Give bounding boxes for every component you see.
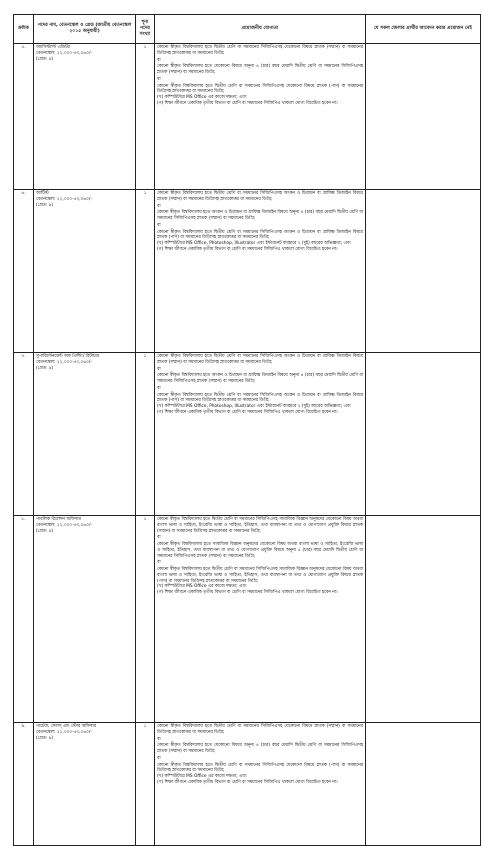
qualification-cell: [155, 190, 366, 353]
qualification-line: (গ) শিক্ষা জীবনে একাধিক তৃতীয় বিভাগ বা শ্রেণি বা সমমানের সিজিপিএ থাকলে যোগ্য বিবেচিত হবেন না।: [157, 246, 338, 252]
or-separator: বা: [157, 560, 161, 566]
header-district: যে সকল জেলার প্রার্থীর আবেদন করার প্রয়োজন নেই: [366, 15, 481, 44]
post-cell: [34, 44, 136, 190]
qualification-line: কোনো স্বীকৃত বিশ্ববিদ্যালয় হতে অংকন ও চিত্রায়ন বা গ্রাফিক্স ডিজাইন বিষয়ে অনূন্য ৪ (চার) বছর মেয়াদি দ্বিতীয় শ্রেণি বা সমমানের সিজিপিএসহ স্নাতক (সম্মান) বা সমমানের ডিগ্রি;: [157, 210, 363, 221]
vacancy-count-cell: ১: [136, 516, 155, 723]
table-body: [14, 44, 481, 846]
qualification-line: (গ) শিক্ষা জীবনে একাধিক তৃতীয় বিভাগ বা শ্রেণি বা সমমানের সিজিপিএ থাকলে যোগ্য বিবেচিত হবেন না।: [157, 779, 338, 785]
qualification-line: (গ) শিক্ষা জীবনে একাধিক তৃতীয় বিভাগ বা শ্রেণি বা সমমানের সিজিপিএ থাকলে যোগ্য বিবেচিত হবেন না।: [157, 590, 338, 595]
post-cell: [34, 516, 136, 723]
qualification-cell: [155, 723, 366, 846]
qualification-cell: [155, 44, 366, 190]
qualification-line: কোনো স্বীকৃত বিশ্ববিদ্যালয় হতে দ্বিতীয় শ্রেণি বা সমমানের সিজিপিএসহ অংকন ও চিত্রায়ন বা গ্রাফিক্স ডিজাইন বিষয়ে স্নাতক (পাস) বা সমমানের ডিগ্রিসহ স্নাতকোত্তর বা সমমানের ডিগ্রি;: [157, 392, 363, 404]
header-qualification: প্রয়োজনীয় যোগ্যতা: [155, 15, 366, 44]
post-title: পাবলিক রিলেশন অফিসার: [36, 517, 81, 522]
table-row: [14, 44, 481, 190]
qualification-cell: [155, 353, 366, 516]
qualification-line: কোনো স্বীকৃত বিশ্ববিদ্যালয় হতে দ্বিতীয় শ্রেণি বা সমমানের সিজিপিএসহ সামাজিক বিজ্ঞান অনুষদের যেকোনো বিষয় অথবা বাংলা ভাষা ও সাহিত্য, ইংরেজি ভাষা ও সাহিত্য, ইতিহাস, তথ্য ব্যবস্থাপনা বা তথ্য ও যোগাযোগ প্রযুক্তি বিষয়ে স্নাতক (পাস) বা সমমানের ডিগ্রিসহ স্নাতকোত্তর বা সমমানের ডিগ্রি;: [157, 567, 363, 584]
table-row: [14, 723, 481, 846]
qualification-line: কোনো স্বীকৃত বিশ্ববিদ্যালয় হতে দ্বিতীয় শ্রেণি বা সমমানের সিজিপিএসহ যেকোনো বিষয়ে স্নাতক (পাস) বা সমমানের ডিগ্রিসহ স্নাতকোত্তর বা সমমানের ডিগ্রি;: [157, 83, 363, 95]
or-separator: বা: [157, 222, 161, 228]
post-scale: বেতনস্কেল: ২২,০০০-৫৩,০৬০/-: [36, 50, 92, 56]
post-grade: (গ্রেড: ৯): [36, 735, 54, 741]
qualification-line: কোনো স্বীকৃত বিশ্ববিদ্যালয় হতে দ্বিতীয় শ্রেণি বা সমমানের সিজিপিএসহ অংকন ও চিত্রায়ন বা গ্রাফিক্স ডিজাইন বিষয়ে স্নাতক (সম্মান) বা সমমানের ডিগ্রিসহ স্নাতকোত্তর বা সমমানের ডিগ্রি;: [157, 354, 363, 365]
excluded-district-cell: [366, 44, 481, 190]
excluded-district-cell: [366, 190, 481, 353]
qualification-line: (খ) কম্পিউটারে MS Office এর কাজে দক্ষতা; এবং: [157, 774, 247, 779]
qualification-line: কোনো স্বীকৃত বিশ্ববিদ্যালয় হতে সামাজিক বিজ্ঞান অনুষদের যেকোনো বিষয় অথবা বাংলা ভাষা ও সাহিত্য, ইংরেজি ভাষা ও সাহিত্য, ইতিহাস, তথ্য ব্যবস্থাপনা বা তথ্য ও যোগাযোগ প্রযুক্তি বিষয়ে অনূন্য ৪ (চার) বছর মেয়াদি দ্বিতীয় শ্রেণি বা সমমানের সিজিপিএসহ স্নাতক (সম্মান) বা সমমানের ডিগ্রি;: [157, 542, 363, 559]
post-scale: বেতনস্কেল: ২২,০০০-৫৩,০৬০/-: [36, 522, 92, 528]
qualification-cell: [155, 516, 366, 723]
qualification-line: কোনো স্বীকৃত বিশ্ববিদ্যালয় হতে দ্বিতীয় শ্রেণি বা সমমানের সিজিপিএসহ যেকোনো বিষয়ে স্নাতক (পাস) বা সমমানের ডিগ্রিসহ স্নাতকোত্তর বা সমমানের ডিগ্রি;: [157, 762, 363, 774]
job-requirements-table: [13, 14, 481, 846]
serial-cell: ৫.: [14, 44, 34, 190]
qualification-line: কোনো স্বীকৃত বিশ্ববিদ্যালয় হতে যেকোনো বিষয়ে অনূন্য ৪ (চার) বছর মেয়াদি দ্বিতীয় শ্রেণি বা সমমানের সিজিপিএসহ স্নাতক (সম্মান) বা সমমানের ডিগ্রি;: [157, 743, 363, 754]
vacancy-count-cell: ১: [136, 44, 155, 190]
excluded-district-cell: [366, 723, 481, 846]
qualification-line: (গ) শিক্ষা জীবনে একাধিক তৃতীয় বিভাগ বা শ্রেণি বা সমমানের সিজিপিএ থাকলে যোগ্য বিবেচিত হবেন না।: [157, 100, 338, 106]
qualification-line: (খ) কম্পিউটারে MS Office, Photoshop, Illustrator এবং ইন্টারনেট ব্যবহারে ২ (দুই) বছরের অভিজ্ঞতা; এবং: [157, 241, 352, 246]
or-separator: বা: [157, 755, 161, 761]
vacancy-count-cell: ১: [136, 353, 155, 516]
or-separator: বা: [157, 736, 161, 742]
post-scale: বেতনস্কেল: ২২,০০০-৫৩,০৬০/-: [36, 196, 92, 202]
table-row: [14, 353, 481, 516]
table-row: [14, 516, 481, 723]
or-separator: বা: [157, 76, 161, 82]
qualification-line: কোনো স্বীকৃত বিশ্ববিদ্যালয় হতে দ্বিতীয় শ্রেণি বা সমমানের সিজিপিএসহ সামাজিক বিজ্ঞান অনুষদের যেকোনো বিষয় অথবা বাংলা ভাষা ও সাহিত্য, ইংরেজি ভাষা ও সাহিত্য, ইতিহাস, তথ্য ব্যবস্থাপনা বা তথ্য ও যোগাযোগ প্রযুক্তি বিষয়ে স্নাতক (সম্মান) বা সমমানের ডিগ্রিসহ স্নাতকোত্তর বা সমমানের ডিগ্রি;: [157, 517, 363, 534]
serial-cell: ৬.: [14, 190, 34, 353]
excluded-district-cell: [366, 353, 481, 516]
post-grade: (গ্রেড: ৯): [36, 56, 54, 62]
qualification-line: কোনো স্বীকৃত বিশ্ববিদ্যালয় হতে দ্বিতীয় শ্রেণি বা সমমানের সিজিপিএসহ অংকন ও চিত্রায়ন বা গ্রাফিক্স ডিজাইন বিষয়ে স্নাতক (সম্মান) বা সমমানের ডিগ্রিসহ স্নাতকোত্তর বা সমমানের ডিগ্রি;: [157, 191, 363, 202]
post-cell: [34, 723, 136, 846]
post-grade: (গ্রেড: ৯): [36, 365, 54, 371]
qualification-line: কোনো স্বীকৃত বিশ্ববিদ্যালয় হতে দ্বিতীয় শ্রেণি বা সমমানের সিজিপিএসহ অংকন ও চিত্রায়ন বা গ্রাফিক্স ডিজাইন বিষয়ে স্নাতক (পাস) বা সমমানের ডিগ্রিসহ স্নাতকোত্তর বা সমমানের ডিগ্রি;: [157, 229, 363, 241]
qualification-line: কোনো স্বীকৃত বিশ্ববিদ্যালয় হতে যেকোনো বিষয়ে অনূন্য ৪ (চার) বছর মেয়াদি দ্বিতীয় শ্রেণি বা সমমানের সিজিপিএসহ স্নাতক (সম্মান) বা সমমানের ডিগ্রি;: [157, 64, 363, 75]
post-grade: (গ্রেড: ৯): [36, 202, 54, 208]
vacancy-count-cell: ১: [136, 190, 155, 353]
qualification-line: (খ) কম্পিউটারে MS Office এর কাজে দক্ষতা; এবং: [157, 584, 247, 590]
or-separator: বা: [157, 385, 161, 391]
vacancy-count-cell: ১: [136, 723, 155, 846]
header-serial: ক্রমিক: [14, 15, 34, 44]
post-cell: [34, 190, 136, 353]
or-separator: বা: [157, 57, 161, 63]
post-title: পার্চেজ, সেলস্‌ এন্ড স্টোর অফিসার: [36, 724, 96, 729]
table-header-row: [14, 15, 481, 44]
serial-cell: ৮.: [14, 516, 34, 723]
post-scale: বেতনস্কেল: ২২,০০০-৫৩,০৬০/-: [36, 359, 92, 365]
qualification-line: কোনো স্বীকৃত বিশ্ববিদ্যালয় হতে অংকন ও চিত্রায়ন বা গ্রাফিক্স ডিজাইন বিষয়ে অনূন্য ৪ (চার) বছর মেয়াদি দ্বিতীয় শ্রেণি বা সমমানের সিজিপিএসহ স্নাতক (সম্মান) বা সমমানের ডিগ্রি;: [157, 373, 363, 384]
post-cell: [34, 353, 136, 516]
header-count: শূন্য পদের সংখ্যা: [136, 15, 155, 44]
header-post: পদের নাম, বেতনস্কেল ও গ্রেড (জাতীয় বেতনস্কেল ২০১৫ অনুযায়ী): [34, 15, 136, 44]
qualification-line: (গ) শিক্ষা জীবনে একাধিক তৃতীয় বিভাগ বা শ্রেণি বা সমমানের সিজিপিএ থাকলে যোগ্য বিবেচিত হবেন না।: [157, 409, 338, 415]
qualification-line: কোনো স্বীকৃত বিশ্ববিদ্যালয় হতে দ্বিতীয় শ্রেণি বা সমমানের সিজিপিএসহ যেকোনো বিষয়ে স্নাতক (সম্মান) বা সমমানের ডিগ্রিসহ স্নাতকোত্তর বা সমমানের ডিগ্রি;: [157, 724, 363, 735]
post-title: সুপারিন্টেনডেন্ট অফ প্রিন্টিং/ রিটাচার: [36, 354, 99, 359]
excluded-district-cell: [366, 516, 481, 723]
table-row: [14, 190, 481, 353]
post-grade: (গ্রেড: ৯): [36, 528, 54, 534]
post-scale: বেতনস্কেল: ২২,০০০-৫৩,০৬০/-: [36, 729, 92, 735]
post-title: অ্যাসিস্ট্যান্ট এডিটর: [36, 45, 70, 50]
post-title: আর্টিস্ট: [36, 191, 49, 196]
or-separator: বা: [157, 203, 161, 209]
qualification-line: (খ) কম্পিউটারে MS Office, Photoshop, Illustrator এবং ইন্টারনেট ব্যবহারে ২ (দুই) বছরের অভিজ্ঞতা; এবং: [157, 404, 352, 409]
qualification-line: (খ) কম্পিউটারে MS Office এর কাজে দক্ষতা; এবং: [157, 95, 247, 100]
serial-cell: ৯.: [14, 723, 34, 846]
or-separator: বা: [157, 366, 161, 372]
serial-cell: ৭.: [14, 353, 34, 516]
or-separator: বা: [157, 535, 161, 541]
qualification-line: কোনো স্বীকৃত বিশ্ববিদ্যালয় হতে দ্বিতীয় শ্রেণি বা সমমানের সিজিপিএসহ যেকোনো বিষয়ে স্নাতক (সম্মান) বা সমমানের ডিগ্রিসহ স্নাতকোত্তর বা সমমানের ডিগ্রি;: [157, 45, 363, 56]
